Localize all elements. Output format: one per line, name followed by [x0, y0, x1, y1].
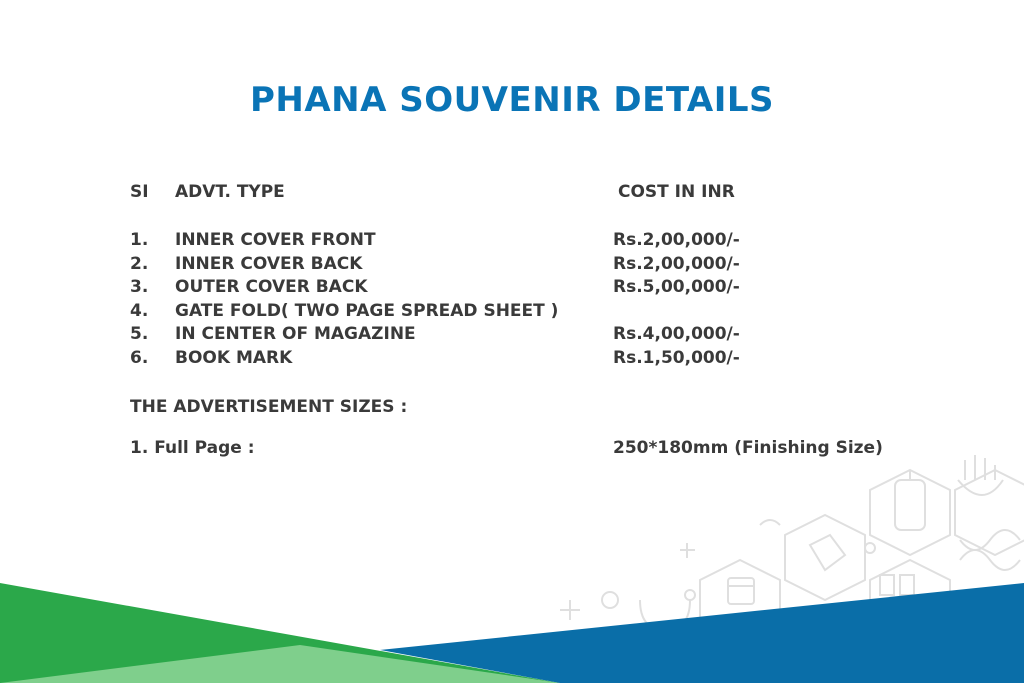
row-type: INNER COVER FRONT — [175, 230, 376, 250]
row-number: 2. — [130, 254, 149, 274]
blue-wedge — [380, 583, 1024, 683]
row-type: IN CENTER OF MAGAZINE — [175, 324, 416, 344]
row-type: GATE FOLD( TWO PAGE SPREAD SHEET ) — [175, 301, 559, 321]
row-number: 5. — [130, 324, 149, 344]
row-type: OUTER COVER BACK — [175, 277, 368, 297]
row-cost: Rs.1,50,000/- — [613, 348, 740, 368]
sizes-item-value: 250*180mm (Finishing Size) — [613, 438, 883, 458]
row-number: 3. — [130, 277, 149, 297]
sizes-heading: THE ADVERTISEMENT SIZES : — [130, 397, 408, 417]
row-type: BOOK MARK — [175, 348, 293, 368]
sizes-item-label: 1. Full Page : — [130, 438, 255, 458]
row-cost: Rs.4,00,000/- — [613, 324, 740, 344]
header-cost: COST IN INR — [618, 182, 735, 202]
header-advt-type: ADVT. TYPE — [175, 182, 285, 202]
row-number: 1. — [130, 230, 149, 250]
row-number: 6. — [130, 348, 149, 368]
row-cost: Rs.2,00,000/- — [613, 254, 740, 274]
row-type: INNER COVER BACK — [175, 254, 363, 274]
page-title: PHANA SOUVENIR DETAILS — [249, 80, 775, 120]
row-number: 4. — [130, 301, 149, 321]
row-cost: Rs.2,00,000/- — [613, 230, 740, 250]
header-si: SI — [130, 182, 149, 202]
row-cost: Rs.5,00,000/- — [613, 277, 740, 297]
